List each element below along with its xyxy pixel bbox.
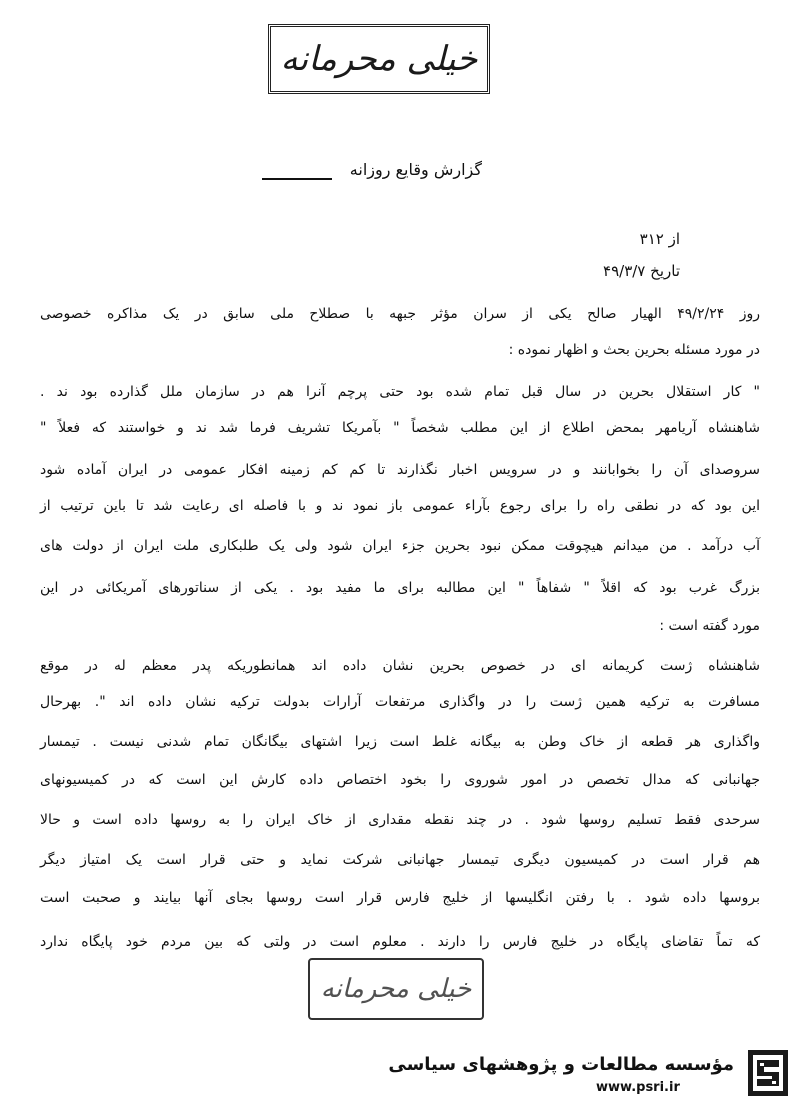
title-underline <box>262 178 332 180</box>
stamp-bottom-text: خیلی محرمانه <box>320 974 472 1004</box>
body-line: آب درآمد . من میدانم هیچوقت ممکن نبود بحرین جزء ایران شود ولی یک طلبکاری ملت ایران از دولت های <box>40 538 760 554</box>
stamp-top-text: خیلی محرمانه <box>280 39 478 79</box>
body-line: هم قرار است در کمیسیون دیگری تیمسار جهانبانی شرکت نماید و حتی قرار است یک امتیاز دیگر <box>40 852 760 868</box>
body-line: که تماً تقاضای پایگاه در خلیج فارس را دارند . معلوم است در ولتی که بین مردم خود پایگاه ندارد <box>40 934 760 950</box>
report-number: از ۳۱۲ <box>639 230 680 248</box>
body-line: واگذاری هر قطعه از خاک وطن به بیگانه غلط است زیرا اشتهای بیگانگان تمام شدنی نیست . تیمسار <box>40 734 760 750</box>
body-line: در مورد مسئله بحرین بحث و اظهار نموده : <box>508 342 760 358</box>
institute-name: مؤسسه مطالعات و پژوهشهای سیاسی <box>388 1054 734 1075</box>
body-line: جهانبانی که مدال تخصص در امور شوروی را بخود اختصاص داده کارش این است که در کمیسیونهای <box>40 772 760 788</box>
body-line: سرحدی فقط تسلیم روسها شود . در چند نقطه مقداری از خاک ایران را به روسها داده است و حالا <box>40 812 760 828</box>
body-line: مورد گفته است : <box>659 618 760 634</box>
report-title-text: گزارش وقایع روزانه <box>349 160 482 179</box>
institute-logo-icon <box>748 1050 788 1096</box>
report-title <box>262 160 482 179</box>
institute-url: www.psri.ir <box>596 1080 680 1095</box>
body-line: شاهنشاه آریامهر بمحض اطلاع از این مطلب شخصاً " بآمریکا تشریف فرما شد ند و خواستند که فعلاً " <box>40 420 760 436</box>
report-date: تاریخ ۴۹/۳/۷ <box>603 262 680 280</box>
body-line: روز ۴۹/۲/۲۴ الهیار صالح یکی از سران مؤثر جبهه با صطلاح ملی سابق در یک مذاکره خصوصی <box>40 306 760 322</box>
classification-stamp-bottom <box>308 958 484 1020</box>
body-line: مسافرت به ترکیه همین ژست را در واگذاری مرتفعات آرارات بدولت ترکیه نشان داده اند ". بهرحال <box>40 694 760 710</box>
footer-watermark <box>0 1050 800 1108</box>
classification-stamp-top <box>268 24 490 94</box>
body-line: بزرگ غرب بود که اقلاً " شفاهاً " این مطالبه برای ما مفید بود . یکی از سناتورهای آمریکائی در این <box>40 580 760 596</box>
body-line: سروصدای آن را بخوابانند و در سرویس اخبار نگذارند تا کم کم زمینه افکار عمومی در ایران آماده شود <box>40 462 760 478</box>
body-line: بروسها داده شود . با رفتن انگلیسها از خلیج فارس قرار است روسها بجای آنها بیایند و صحبت است <box>40 890 760 906</box>
body-line: " کار استقلال بحرین در سال قبل تمام شده بود حتی پرچم آنرا هم در سازمان ملل گذارده بود ند . <box>40 384 760 400</box>
body-line: شاهنشاه ژست کریمانه ای در خصوص بحرین نشان داده اند همانطوریکه پدر معظم له در موقع <box>40 658 760 674</box>
body-line: این بود که در نطقی راه را برای رجوع بآراء عمومی باز نمود ند و با فاصله ای رعایت شد تا باین ترتیب از <box>40 498 760 514</box>
